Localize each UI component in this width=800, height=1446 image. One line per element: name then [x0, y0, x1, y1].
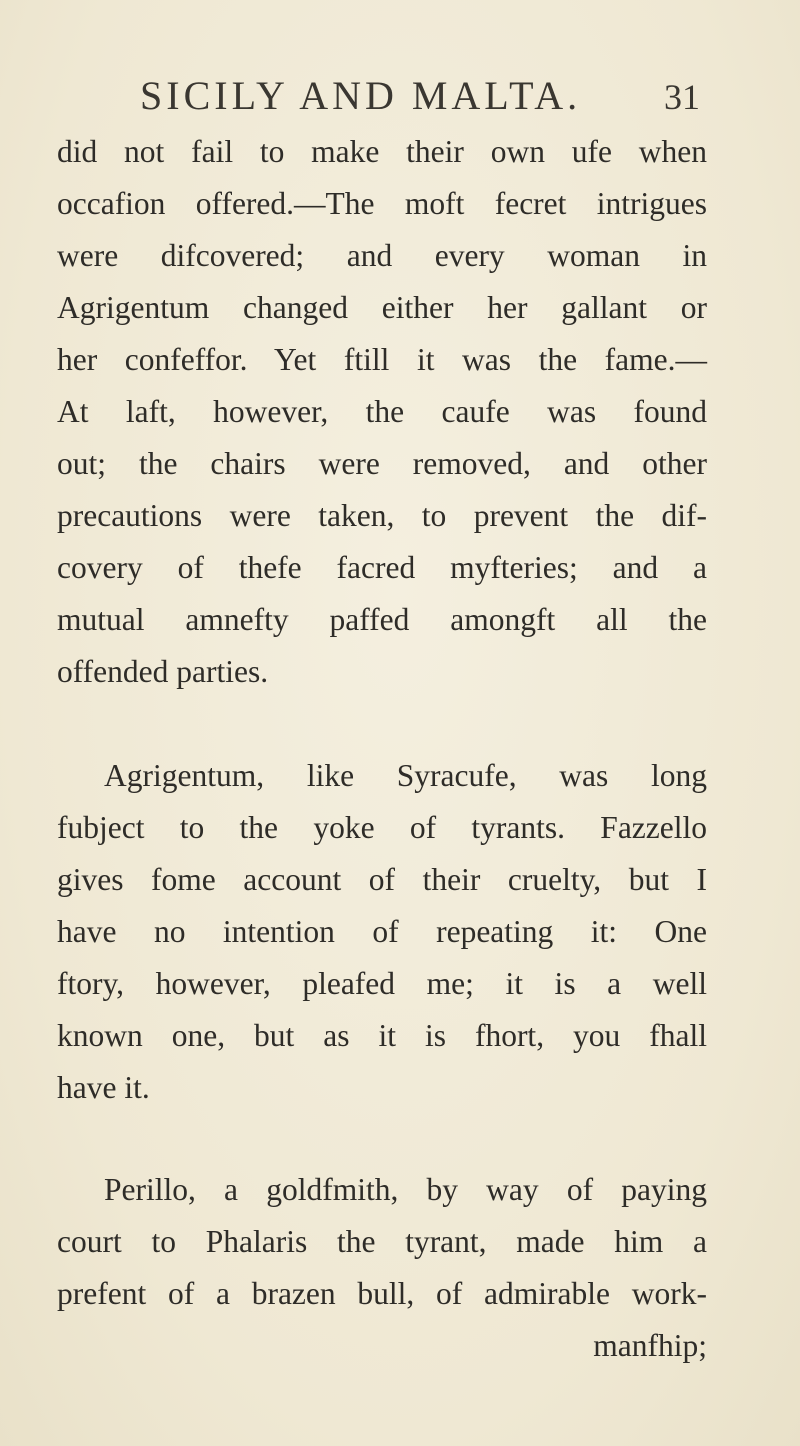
text-line: her confeffor. Yet ftill it was the fame.— — [57, 342, 707, 377]
text-line: known one, but as it is fhort, you fhall — [57, 1018, 707, 1053]
paragraph-2 — [57, 750, 707, 1114]
text-line: were difcovered; and every woman in — [57, 238, 707, 273]
text-line: gives fome account of their cruelty, but I — [57, 862, 707, 897]
text-line: did not fail to make their own ufe when — [57, 134, 707, 169]
text-line: At laft, however, the caufe was found — [57, 394, 707, 429]
text-line: mutual amnefty paffed amongft all the — [57, 602, 707, 637]
text-line: have it. — [57, 1070, 150, 1105]
text-line: Agrigentum, like Syracufe, was long — [104, 758, 707, 793]
page-number: 31 — [664, 77, 700, 117]
paragraph-gap — [57, 1114, 707, 1164]
text-line: ftory, however, pleafed me; it is a well — [57, 966, 707, 1001]
text-line: precautions were taken, to prevent the dif- — [57, 498, 707, 533]
paragraph-gap — [57, 698, 707, 750]
text-line: Perillo, a goldfmith, by way of paying — [104, 1172, 707, 1207]
text-line: court to Phalaris the tyrant, made him a — [57, 1224, 707, 1259]
text-line: have no intention of repeating it: One — [57, 914, 707, 949]
text-line: occafion offered.—The moft fecret intrigues — [57, 186, 707, 221]
paragraph-1 — [57, 126, 707, 698]
paragraph-3 — [57, 1164, 707, 1320]
body-text — [57, 126, 707, 1372]
text-line: fubject to the yoke of tyrants. Fazzello — [57, 810, 707, 845]
text-line: Agrigentum changed either her gallant or — [57, 290, 707, 325]
text-line: covery of thefe facred myfteries; and a — [57, 550, 707, 585]
catchword: manfhip; — [593, 1328, 707, 1363]
text-line: offended parties. — [57, 654, 269, 689]
text-line: prefent of a brazen bull, of admirable work- — [57, 1276, 707, 1311]
running-head: SICILY AND MALTA. — [140, 73, 582, 118]
text-line: out; the chairs were removed, and other — [57, 446, 707, 481]
page-header — [140, 72, 700, 132]
